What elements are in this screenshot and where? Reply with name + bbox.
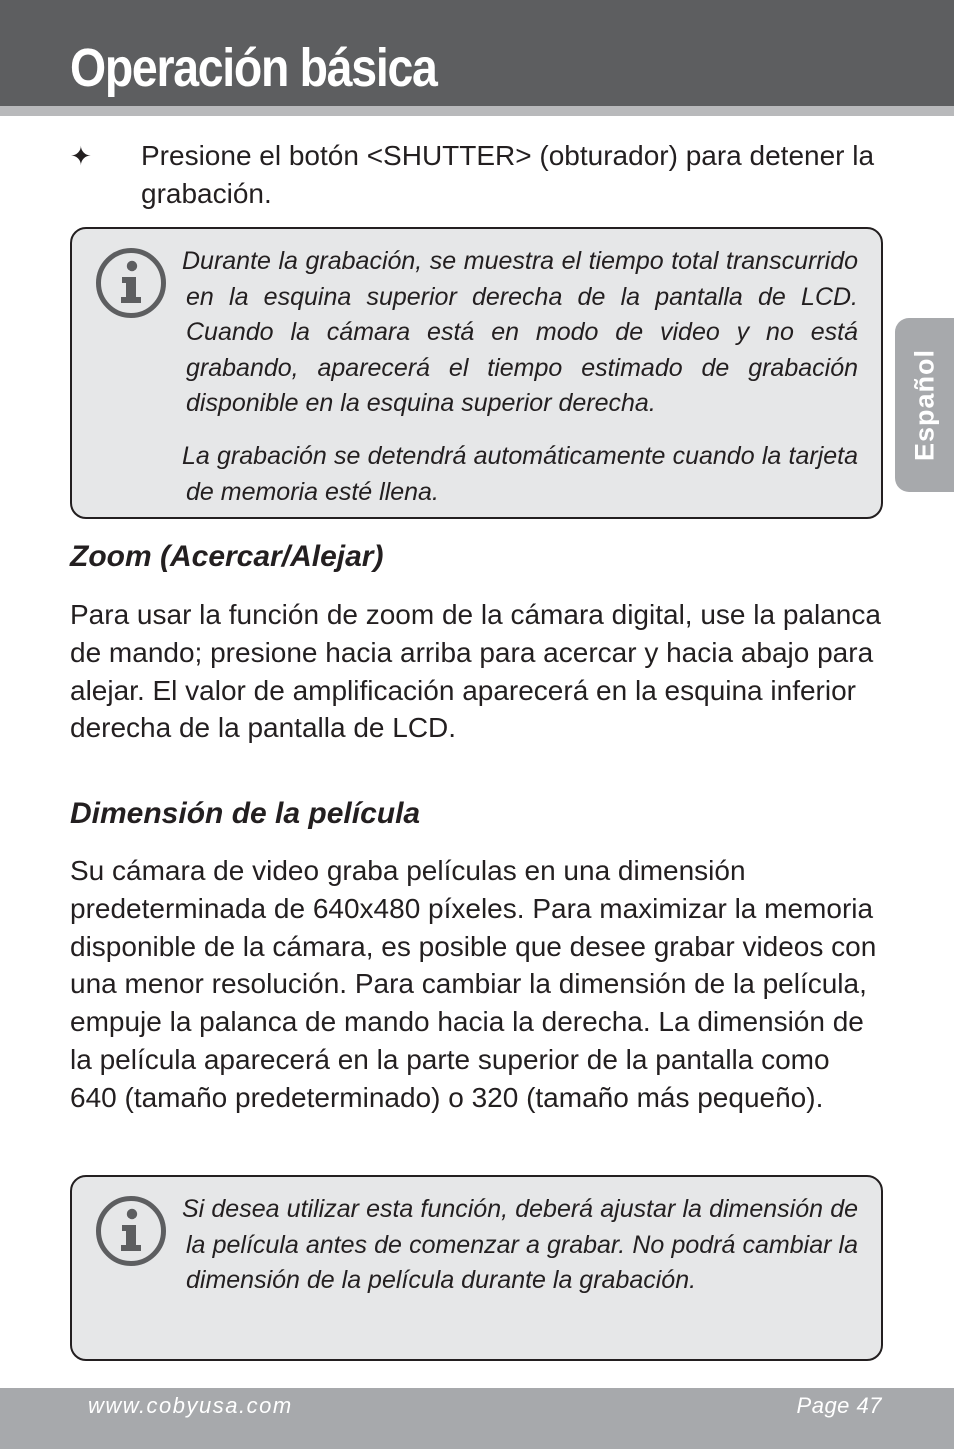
section-heading-zoom: Zoom (Acercar/Alejar): [70, 540, 384, 573]
footer-url: www.cobyusa.com: [88, 1393, 293, 1418]
info-note-dimension: [70, 1175, 883, 1361]
language-tab-label: Español: [909, 348, 939, 462]
note-paragraph: Durante la grabación, se muestra el tiempo total transcurrido en la esquina superior derecha de la pantalla de LCD. Cuando la cámara está en modo de video y no está grabando, aparecerá el tiempo estimado de grabación disponible en la esquina superior derecha.: [182, 247, 858, 417]
page-title: Operación básica: [70, 38, 437, 98]
note-paragraph: La grabación se detendrá automáticamente cuando la tarjeta de memoria esté llena.: [182, 442, 858, 506]
instruction-bullet: [70, 137, 882, 213]
section-heading-dimension: Dimensión de la película: [70, 797, 421, 830]
four-point-star-icon: ✦: [70, 141, 92, 171]
language-tab: [895, 318, 954, 492]
page-header: [0, 0, 954, 106]
info-icon: [95, 1195, 167, 1267]
header-stripe: [0, 106, 954, 116]
note-paragraph: Si desea utilizar esta función, deberá ajustar la dimensión de la película antes de comenzar a grabar. No podrá cambiar la dimensión de la película durante la grabación.: [182, 1195, 858, 1294]
info-icon: [95, 247, 167, 319]
bullet-text: Presione el botón <SHUTTER> (obturador) para detener la grabación.: [141, 140, 875, 209]
section-body-zoom: Para usar la función de zoom de la cámara digital, use la palanca de mando; presione hacia arriba para acercar y hacia abajo para alejar. El valor de amplificación aparecerá en la esquina inferior derecha de la pantalla de LCD.: [70, 599, 881, 744]
page-footer: [0, 1388, 954, 1449]
info-note-recording: [70, 227, 883, 519]
section-body-dimension: Su cámara de video graba películas en una dimensión predeterminada de 640x480 píxeles. Para maximizar la memoria disponible de la cámara, es posible que desee grabar videos con una menor resolución. Para cambiar la dimensión de la película, empuje la palanca de mando hacia la derecha. La dimensión de la película aparecerá en la parte superior de la pantalla como 640 (tamaño predeterminado) o 320 (tamaño más pequeño).: [70, 855, 877, 1113]
page-number: Page 47: [796, 1393, 882, 1418]
